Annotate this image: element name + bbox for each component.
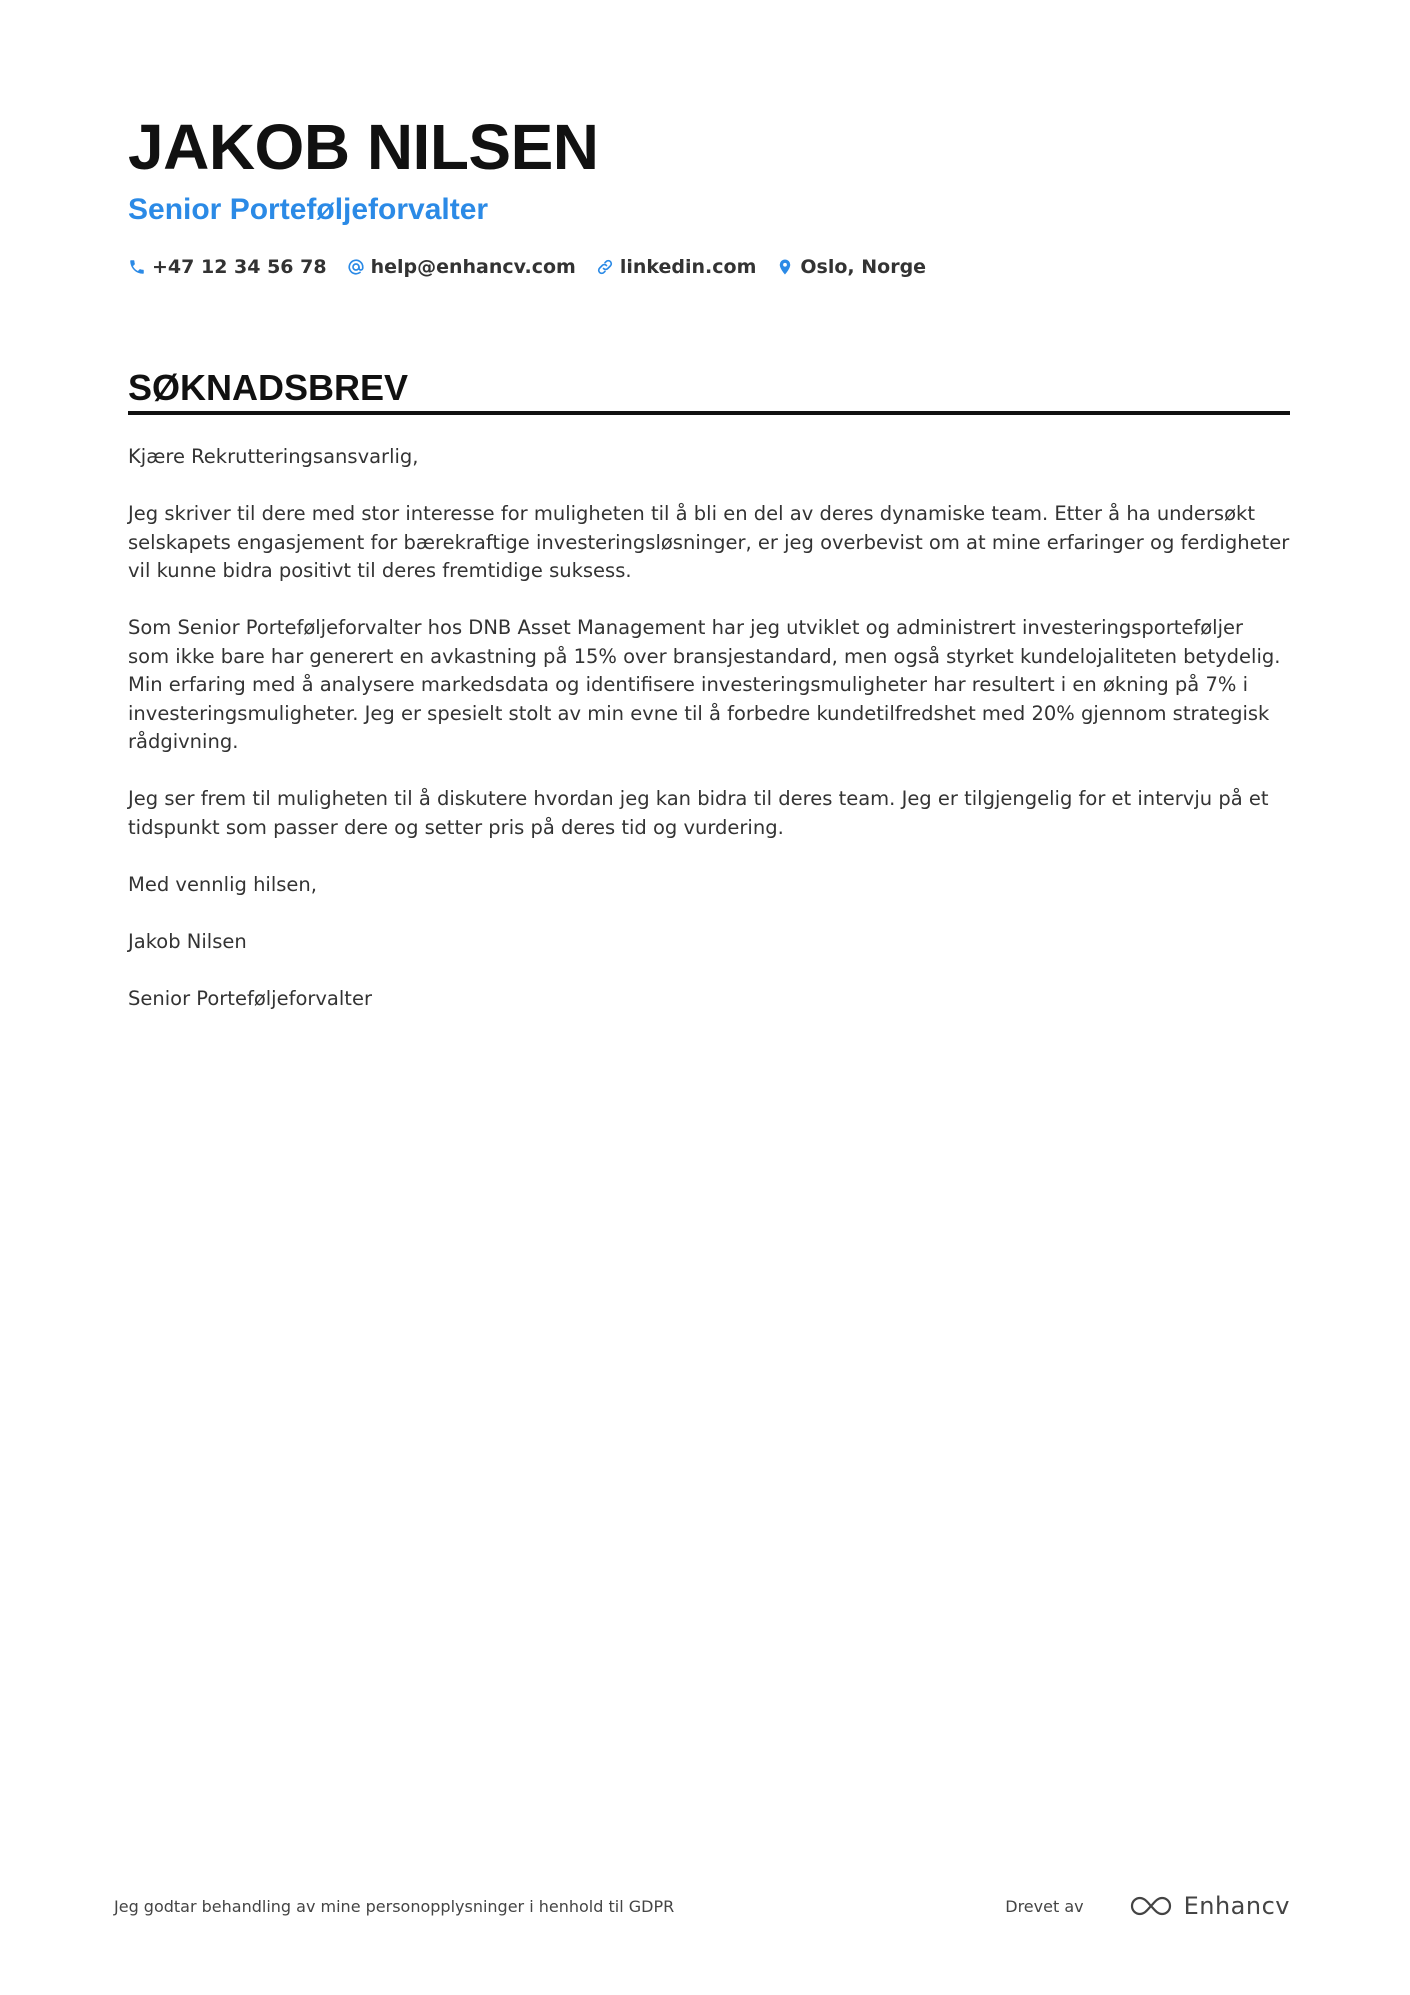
signature-name: Jakob Nilsen — [128, 929, 247, 953]
contact-location-text: Oslo, Norge — [800, 256, 927, 278]
brand-name: Enhancv — [1183, 1892, 1290, 1920]
applicant-name: JAKOB NILSEN — [128, 111, 599, 183]
footer — [114, 1886, 1290, 1926]
brand-attribution — [1005, 1892, 1290, 1920]
infinity-logo-icon — [1128, 1893, 1174, 1919]
at-icon — [347, 258, 365, 276]
signature-title: Senior Porteføljeforvalter — [128, 986, 372, 1010]
phone-icon — [128, 258, 146, 276]
gdpr-consent-text: Jeg godtar behandling av mine personopplysninger i henhold til GDPR — [114, 1896, 675, 1916]
enhancv-logo[interactable] — [1128, 1892, 1290, 1920]
location-pin-icon — [776, 258, 794, 276]
powered-by-label: Drevet av — [1005, 1896, 1084, 1916]
contact-bar — [128, 252, 1288, 282]
letter-body — [128, 443, 1290, 1013]
letter-salutation: Kjære Rekrutteringsansvarlig, — [128, 445, 419, 468]
contact-email[interactable] — [347, 254, 576, 280]
cover-letter-section — [128, 366, 1290, 1042]
letter-paragraph-1: Jeg skriver til dere med stor interesse for muligheten til å bli en del av deres dynamiske team. Etter å ha undersøkt selskapets engasjement for bærekraftige investeringsløsninger, er jeg overbevist om at mine erfaringer og ferdigheter vil kunne bidra positivt til deres fremtidige suksess. — [128, 502, 1290, 582]
link-icon — [596, 258, 614, 276]
contact-phone — [128, 254, 327, 280]
header — [128, 108, 1288, 282]
letter-paragraph-3: Jeg ser frem til muligheten til å diskutere hvordan jeg kan bidra til deres team. Jeg er tilgjengelig for et intervju på et tidspunkt som passer dere og setter pris på deres tid og vurdering. — [128, 787, 1269, 839]
letter-paragraph-2: Som Senior Porteføljeforvalter hos DNB Asset Management har jeg utviklet og administrert investeringsporteføljer som ikke bare har generert en avkastning på 15% over bransjestandard, men også styrket kundelojaliteten betydelig. Min erfaring med å analysere markedsdata og identifisere investeringsmuligheter har resultert i en økning på 7% i investeringsmuligheter. Jeg er spesielt stolt av min evne til å forbedre kundetilfredshet med 20% gjennom strategisk rådgivning. — [128, 616, 1281, 753]
section-title: SØKNADSBREV — [128, 367, 409, 408]
letter-closing: Med vennlig hilsen, — [128, 872, 317, 896]
applicant-role: Senior Porteføljeforvalter — [128, 193, 489, 226]
contact-email-text[interactable]: help@enhancv.com — [370, 256, 576, 278]
contact-linkedin-text[interactable]: linkedin.com — [619, 256, 757, 278]
contact-location — [776, 254, 926, 280]
section-divider — [128, 411, 1290, 415]
contact-phone-text: +47 12 34 56 78 — [152, 256, 327, 278]
contact-linkedin[interactable] — [596, 254, 757, 280]
